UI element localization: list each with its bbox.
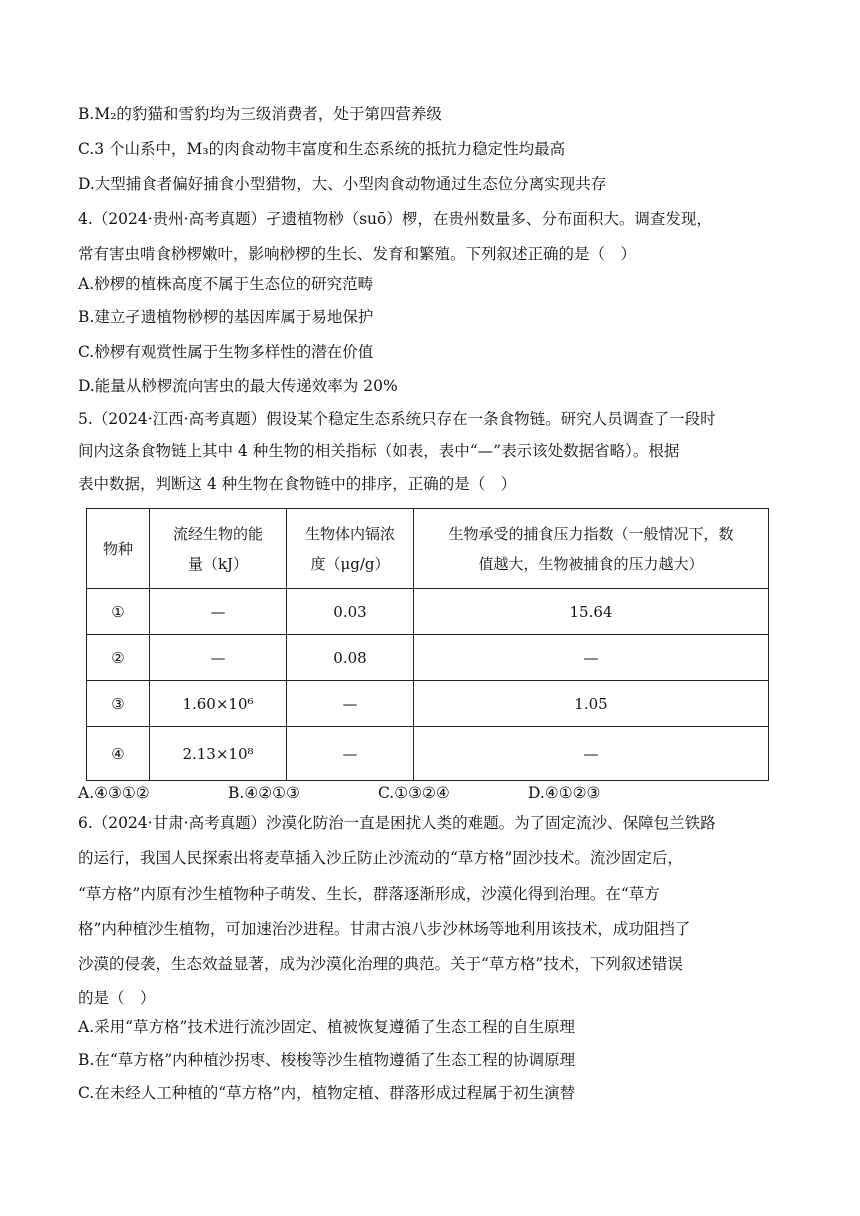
q6-option-c: C.在未经人工种植的“草方格”内，植物定植、群落形成过程属于初生演替 <box>78 1084 576 1102</box>
cell-cadmium: 0.08 <box>287 635 414 681</box>
cell-predation: 15.64 <box>414 589 769 635</box>
q4-stem-line-1: 4.（2024·贵州·高考真题）孑遗植物桫（suō）椤，在贵州数量多、分布面积大。调查发现， <box>78 210 712 228</box>
species-data-table <box>86 508 769 781</box>
q5-stem-line-1: 5.（2024·江西·高考真题）假设某个稳定生态系统只存在一条食物链。研究人员调查了一段时 <box>78 410 716 428</box>
cell-species: ③ <box>87 681 150 727</box>
table-row <box>87 589 769 635</box>
q6-option-a: A.采用“草方格”技术进行流沙固定、植被恢复遵循了生态工程的自生原理 <box>78 1018 575 1036</box>
header-cadmium <box>287 509 414 589</box>
table-row <box>87 727 769 781</box>
cell-cadmium: — <box>287 727 414 781</box>
header-predation-line-1: 生物承受的捕食压力指数（一般情况下，数 <box>448 524 734 543</box>
header-predation-index <box>414 509 769 589</box>
q5-option-a: A.④③①② <box>78 784 150 802</box>
table-header-row <box>87 509 769 589</box>
q6-stem-line-1: 6.（2024·甘肃·高考真题）沙漠化防治一直是困扰人类的难题。为了固定流沙、保障包兰铁路 <box>78 814 716 832</box>
q5-option-c: C.①③②④ <box>378 784 450 802</box>
header-cadmium-line-1: 生物体内镉浓 <box>304 524 395 543</box>
table-row <box>87 635 769 681</box>
cell-species: ④ <box>87 727 150 781</box>
header-energy-line-2: 量（kJ） <box>187 554 249 573</box>
q6-stem-line-2: 的运行，我国人民探索出将麦草插入沙丘防止沙流动的“草方格”固沙技术。流沙固定后， <box>78 849 683 867</box>
header-energy <box>150 509 287 589</box>
cell-predation: — <box>414 635 769 681</box>
table-row <box>87 681 769 727</box>
q4-option-a: A.桫椤的植株高度不属于生态位的研究范畴 <box>78 275 374 293</box>
header-energy-line-1: 流经生物的能 <box>172 524 263 543</box>
q4-stem-line-2: 常有害虫啃食桫椤嫩叶，影响桫椤的生长、发育和繁殖。下列叙述正确的是（ ） <box>78 245 637 263</box>
cell-predation: — <box>414 727 769 781</box>
q5-option-d: D.④①②③ <box>528 784 601 802</box>
cell-cadmium: — <box>287 681 414 727</box>
header-cadmium-line-2: 度（μg/g） <box>310 554 390 573</box>
cell-energy: — <box>150 589 287 635</box>
q6-stem-line-5: 沙漠的侵袭，生态效益显著，成为沙漠化治理的典范。关于“草方格”技术，下列叙述错误 <box>78 955 683 973</box>
cell-energy: 2.13×10⁸ <box>150 727 287 781</box>
header-species: 物种 <box>87 509 150 589</box>
q5-stem-line-2: 间内这条食物链上其中 4 种生物的相关指标（如表，表中“—”表示该处数据省略）。根据 <box>78 442 680 460</box>
cell-predation: 1.05 <box>414 681 769 727</box>
q6-option-b: B.在“草方格”内种植沙拐枣、梭梭等沙生植物遵循了生态工程的协调原理 <box>78 1051 576 1069</box>
q5-stem-line-3: 表中数据，判断这 4 种生物在食物链中的排序，正确的是（ ） <box>78 475 517 493</box>
q4-option-d: D.能量从桫椤流向害虫的最大传递效率为 20% <box>78 377 398 395</box>
q3-option-d: D.大型捕食者偏好捕食小型猎物，大、小型肉食动物通过生态位分离实现共存 <box>78 175 607 193</box>
q4-option-b: B.建立孑遗植物桫椤的基因库属于易地保护 <box>78 308 374 326</box>
q6-stem-line-4: 格”内种植沙生植物，可加速治沙进程。甘肃古浪八步沙林场等地利用该技术，成功阻挡了 <box>78 920 691 938</box>
cell-species: ② <box>87 635 150 681</box>
q5-option-b: B.④②①③ <box>228 784 300 802</box>
cell-species: ① <box>87 589 150 635</box>
q4-option-c: C.桫椤有观赏性属于生物多样性的潜在价值 <box>78 343 374 361</box>
q6-stem-line-6: 的是（ ） <box>78 989 156 1007</box>
q6-stem-line-3: “草方格”内原有沙生植物种子萌发、生长，群落逐渐形成，沙漠化得到治理。在“草方 <box>78 885 660 903</box>
q3-option-c: C.3 个山系中，M₃的肉食动物丰富度和生态系统的抵抗力稳定性均最高 <box>78 140 566 158</box>
cell-energy: 1.60×10⁶ <box>150 681 287 727</box>
cell-cadmium: 0.03 <box>287 589 414 635</box>
q3-option-b: B.M₂的豹猫和雪豹均为三级消费者，处于第四营养级 <box>78 105 442 123</box>
header-predation-line-2: 值越大，生物被捕食的压力越大） <box>478 554 704 573</box>
cell-energy: — <box>150 635 287 681</box>
